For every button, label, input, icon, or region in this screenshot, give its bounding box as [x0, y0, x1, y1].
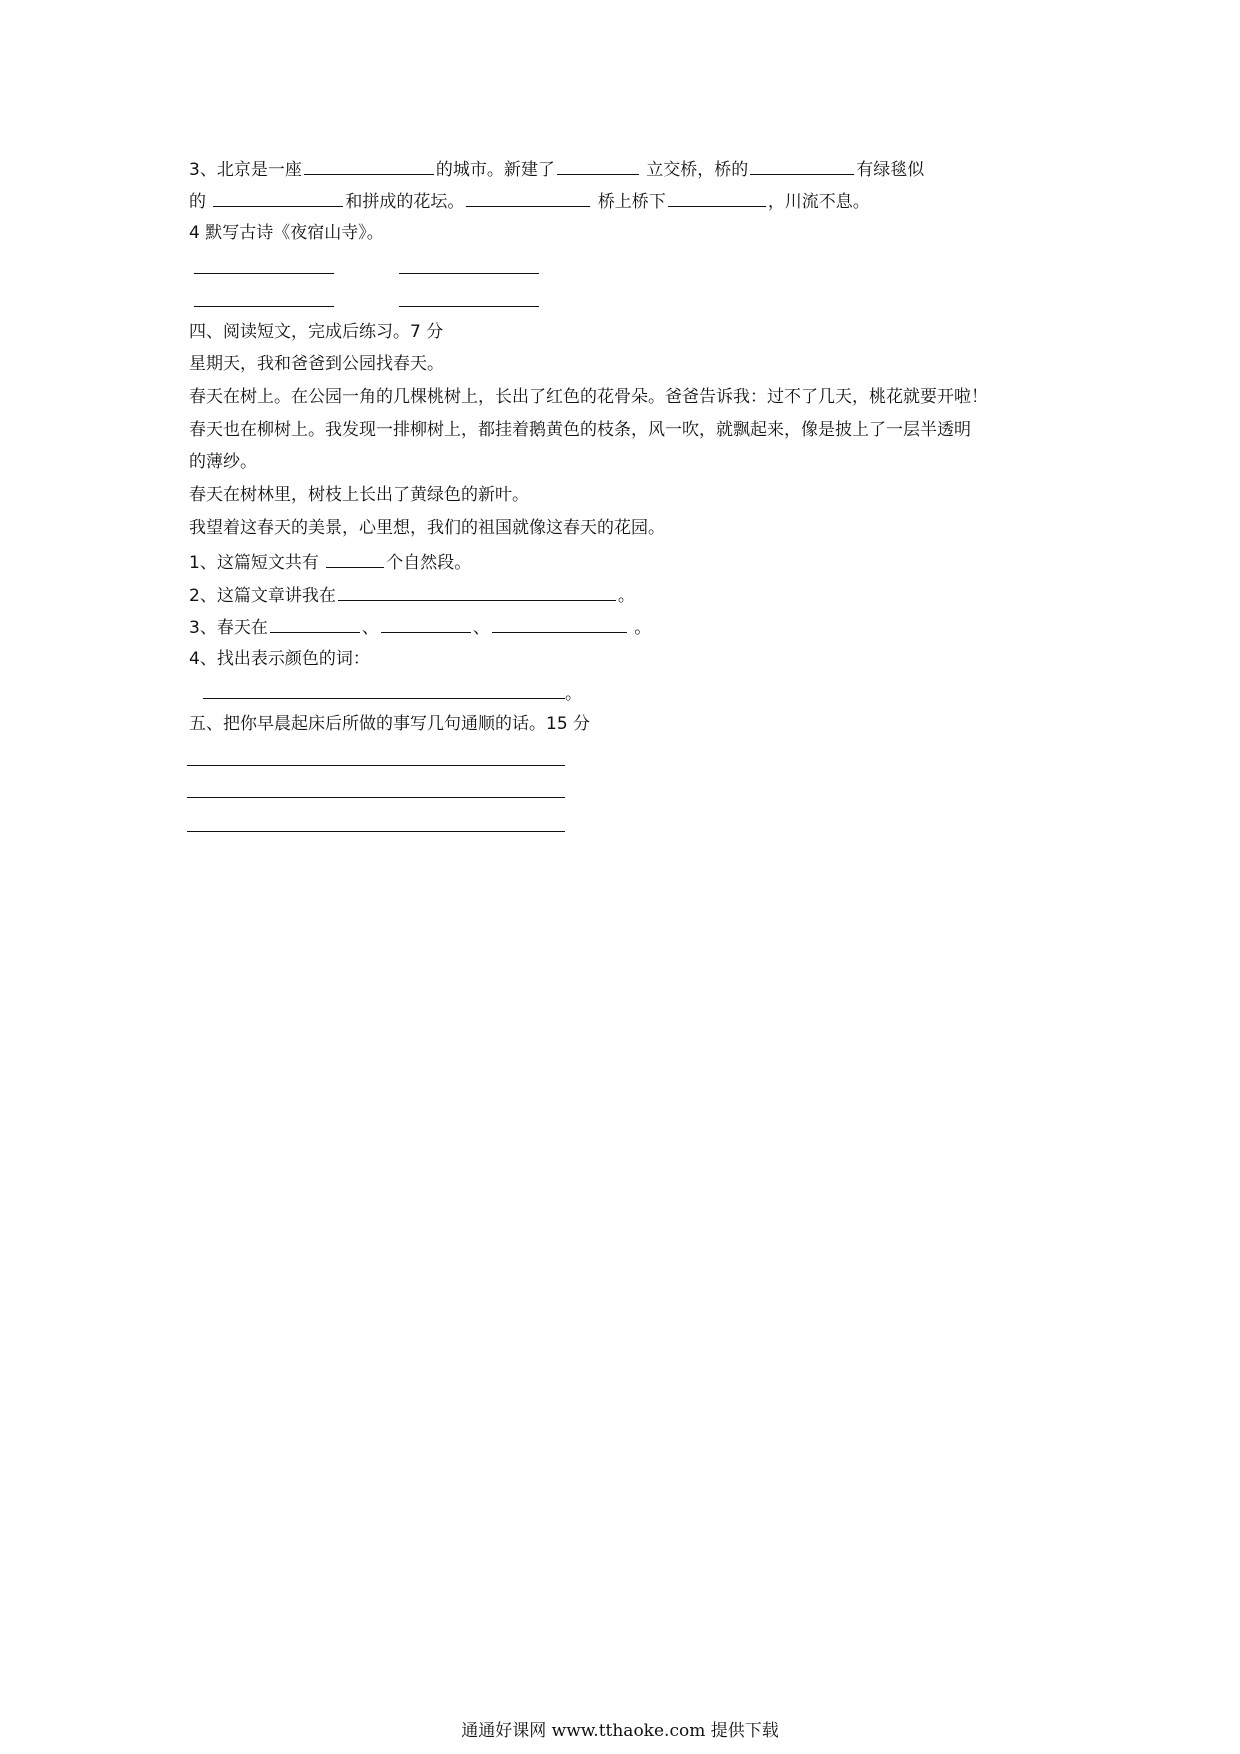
poem-line-blank[interactable] [399, 273, 539, 274]
passage-line: 的薄纱。 [189, 452, 257, 472]
answer-blank[interactable] [270, 615, 360, 633]
answer-blank[interactable] [304, 157, 434, 175]
passage-line: 我望着这春天的美景，心里想，我们的祖国就像这春天的花园。 [189, 518, 665, 538]
answer-blank[interactable] [492, 615, 627, 633]
poem-line-blank[interactable] [399, 306, 539, 307]
passage-line: 春天在树林里，树枝上长出了黄绿色的新叶。 [189, 485, 529, 505]
q3-line1: 3、北京是一座 的城市。新建了 立交桥，桥的 有绿毯似 [189, 157, 924, 181]
q4-prompt: 4 默写古诗《夜宿山寺》。 [189, 223, 384, 243]
writing-line[interactable] [187, 797, 565, 798]
section4-heading: 四、阅读短文，完成后练习。7 分 [189, 322, 444, 342]
question-4: 4、找出表示颜色的词： [189, 649, 370, 669]
question-1: 1、这篇短文共有 个自然段。 [189, 550, 471, 574]
answer-blank[interactable] [466, 189, 590, 207]
answer-blank[interactable] [213, 189, 343, 207]
poem-line-blank[interactable] [194, 306, 334, 307]
answer-blank[interactable] [668, 189, 766, 207]
page-footer: 通通好课网 www.tthaoke.com 提供下载 [461, 1721, 779, 1741]
answer-blank[interactable] [326, 550, 384, 568]
passage-line: 春天在树上。在公园一角的几棵桃树上，长出了红色的花骨朵。爸爸告诉我：过不了几天，桃花就要开啦！ [189, 387, 988, 407]
q3-line2: 的 和拼成的花坛。 桥上桥下 ，川流不息。 [189, 189, 870, 213]
passage-line: 星期天，我和爸爸到公园找春天。 [189, 354, 444, 374]
answer-blank[interactable] [750, 157, 854, 175]
answer-blank[interactable] [338, 583, 616, 601]
writing-line[interactable] [187, 831, 565, 832]
poem-line-blank[interactable] [194, 273, 334, 274]
question-4-answer: 。 [203, 681, 582, 705]
writing-line[interactable] [187, 765, 565, 766]
passage-line: 春天也在柳树上。我发现一排柳树上，都挂着鹅黄色的枝条，风一吹，就飘起来，像是披上了一层半透明 [189, 420, 971, 440]
answer-blank[interactable] [203, 681, 565, 699]
question-3: 3、春天在 、 、 。 [189, 615, 651, 639]
answer-blank[interactable] [557, 157, 639, 175]
section5-heading: 五、把你早晨起床后所做的事写几句通顺的话。15 分 [189, 714, 591, 734]
answer-blank[interactable] [381, 615, 471, 633]
question-2: 2、这篇文章讲我在 。 [189, 583, 635, 607]
